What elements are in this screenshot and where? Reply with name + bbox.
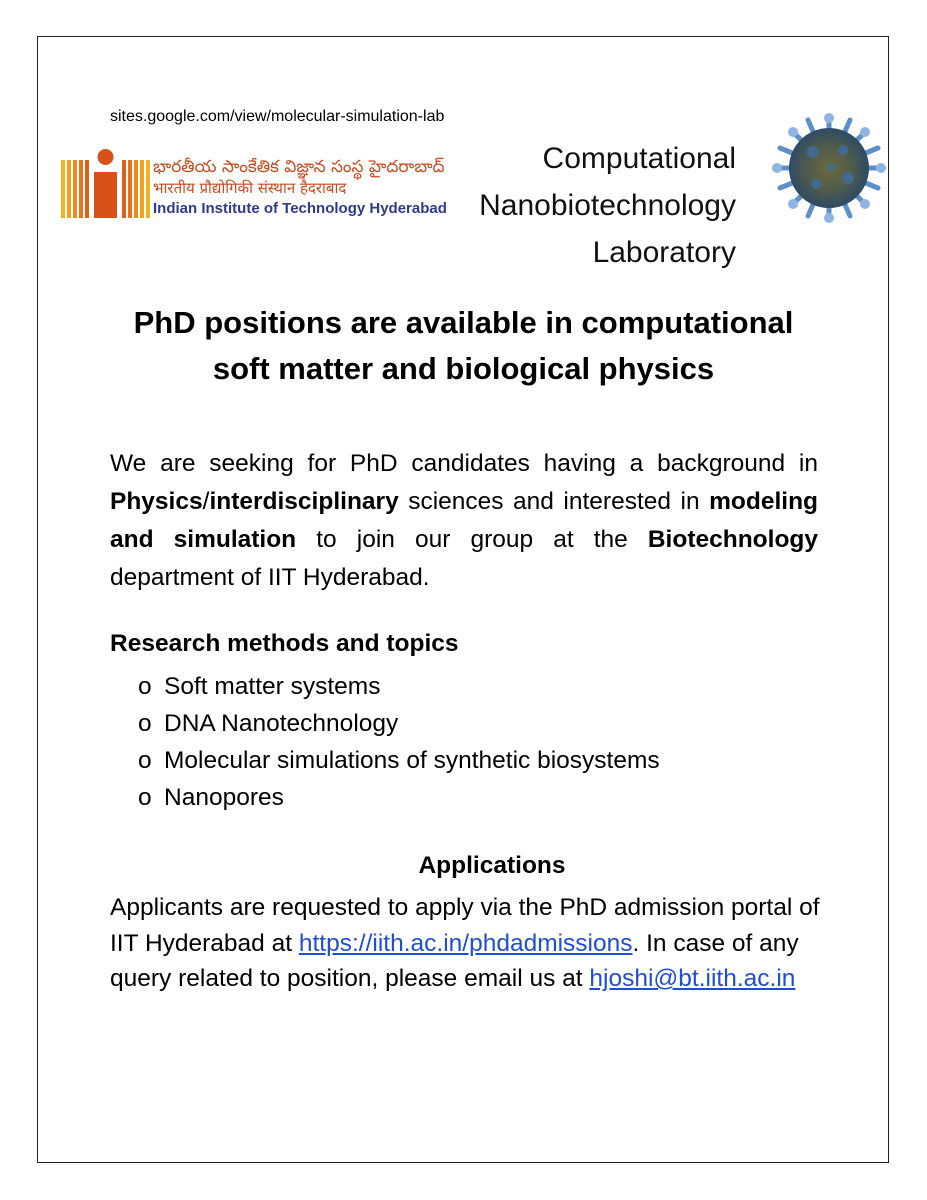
institute-name-english: Indian Institute of Technology Hyderabad xyxy=(153,200,447,217)
virus-particle-image xyxy=(768,112,890,224)
phd-admissions-link[interactable]: https://iith.ac.in/phdadmissions xyxy=(298,929,633,957)
bullet-icon: o xyxy=(138,710,152,737)
applications-title: Applications xyxy=(418,852,566,879)
lab-name-line: Laboratory xyxy=(592,236,736,269)
bullet-icon: o xyxy=(138,784,152,811)
bullet-icon: o xyxy=(138,747,152,774)
institute-name-telugu: భారతీయ సాంకేతిక విజ్ఞాన సంస్థ హైదరాబాద్ xyxy=(153,157,445,177)
page-title xyxy=(60,300,867,392)
institute-name xyxy=(153,156,447,220)
research-topic-list xyxy=(138,668,660,816)
list-item xyxy=(138,742,660,779)
lab-name-line: Nanobiotechnology xyxy=(479,189,736,222)
list-item-label: DNA Nanotechnology xyxy=(164,710,399,737)
institute-name-hindi: भारतीय प्रौद्योगिकी संस्थान हैदराबाद xyxy=(153,179,347,197)
intro-text: to join our group at the xyxy=(296,526,648,553)
iith-logo-icon xyxy=(58,148,153,223)
applications-text: . In case of any query related to position, please email us at xyxy=(110,929,799,992)
intro-emphasis: interdisciplinary xyxy=(209,488,399,515)
intro-text: We are seeking for PhD candidates having a background in xyxy=(110,450,818,477)
intro-text: / xyxy=(202,488,210,515)
applications-paragraph xyxy=(110,890,830,997)
list-item xyxy=(138,668,660,705)
intro-emphasis: modeling and simulation xyxy=(110,488,818,553)
intro-emphasis: Biotechnology xyxy=(647,526,818,553)
iith-logo xyxy=(58,148,447,223)
bullet-icon: o xyxy=(138,673,152,700)
list-item xyxy=(138,705,660,742)
page-title-line: soft matter and biological physics xyxy=(212,351,715,386)
intro-text: department of IIT Hyderabad. xyxy=(110,564,430,591)
list-item-label: Molecular simulations of synthetic biosystems xyxy=(164,747,660,774)
research-title: Research methods and topics xyxy=(110,630,459,657)
list-item-label: Nanopores xyxy=(164,784,284,811)
intro-paragraph xyxy=(110,445,818,597)
intro-text: sciences and interested in xyxy=(398,488,710,515)
list-item-label: Soft matter systems xyxy=(164,673,381,700)
intro-emphasis: Physics xyxy=(110,488,203,515)
applications-text: Applicants are requested to apply via the PhD admission portal of IIT Hyderabad at xyxy=(110,894,820,957)
contact-email-link[interactable]: hjoshi@bt.iith.ac.in xyxy=(589,965,796,992)
lab-name xyxy=(430,135,736,276)
site-url: sites.google.com/view/molecular-simulation-lab xyxy=(110,108,445,125)
page-title-line: PhD positions are available in computational xyxy=(133,305,794,340)
list-item xyxy=(138,779,660,816)
lab-name-line: Computational xyxy=(542,142,736,175)
